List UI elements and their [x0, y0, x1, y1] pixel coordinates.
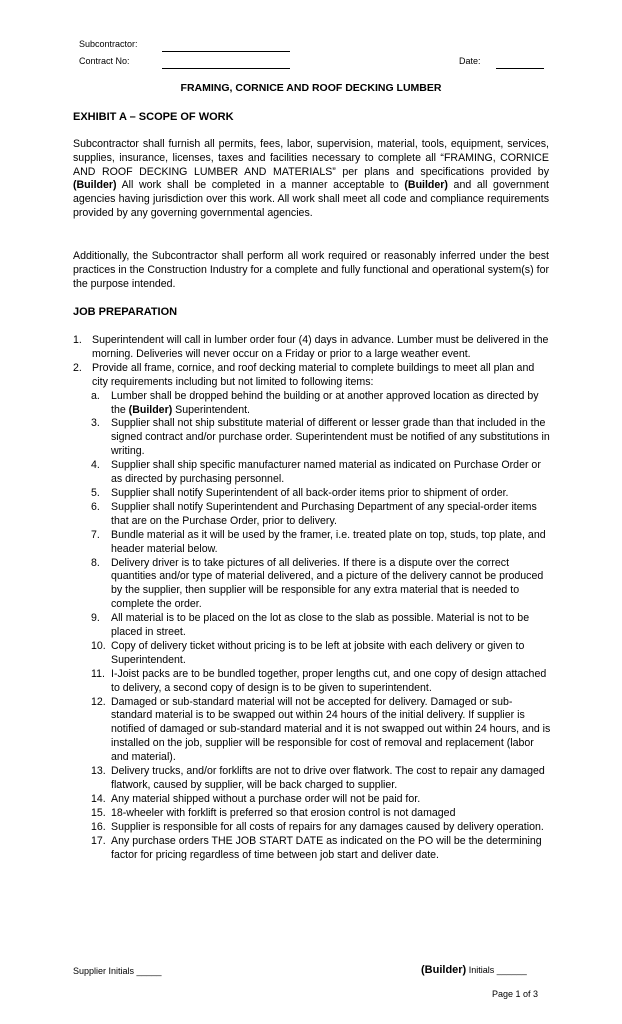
- builder-ref: (Builder): [421, 964, 467, 976]
- list-item-text: Supplier shall notify Superintendent and Purchasing Department of any special-order items that are on the Purchase Order, prior to delivery.: [111, 500, 537, 527]
- list-item: [73, 390, 553, 418]
- document-title: FRAMING, CORNICE AND ROOF DECKING LUMBER: [180, 82, 442, 94]
- subcontractor-label: Subcontractor:: [79, 39, 138, 49]
- list-item-text: I-Joist packs are to be bundled together, proper lengths cut, and one copy of design attached to delivery, a second copy of design is to be given to superintendent.: [111, 667, 547, 694]
- list-item-text: Delivery driver is to take pictures of all deliveries. If there is a dispute over the correct quantities and/or type of material delivered, and a picture of the delivery cannot be produced by the supplier, then supplier will be responsible for any extra material that is needed to complete the order.: [111, 556, 544, 611]
- list-item: [73, 696, 553, 766]
- list-item: [73, 417, 553, 459]
- list-item-number: 6.: [91, 500, 100, 513]
- builder-ref: (Builder): [73, 179, 117, 192]
- scope-p1-text-a: Subcontractor shall furnish all permits, fees, labor, supervision, material, tools, equipment, services, supplies, insurance, licenses, taxes and facilities necessary to complete all “FRAMING, CORNICE AND ROOF DECKING LUMBER AND MATERIALS” per plans and specifications provided by: [73, 138, 549, 178]
- list-item-number: 12.: [91, 695, 106, 708]
- list-item-text: Damaged or sub-standard material will not be accepted for delivery. Damaged or sub-standard material is to be swapped out within 24 hours of the initial delivery. If supplier is notified of damaged or sub-standard material and it is not swapped out within 24 hours, and is installed on the job, supplier will be responsible for cost of removal and replacement (labor and material).: [111, 695, 551, 764]
- list-item-text: Provide all frame, cornice, and roof decking material to complete buildings to meet all plan and city requirements including but not limited to following items:: [92, 361, 535, 388]
- list-item-number: a.: [91, 389, 100, 402]
- list-item: [73, 793, 553, 807]
- builder-initials-text: Initials ______: [466, 965, 527, 975]
- subcontractor-blank-line: [162, 51, 290, 52]
- contract-no-label: Contract No:: [79, 56, 130, 66]
- list-item-number: 1.: [73, 334, 82, 346]
- list-item-number: 15.: [91, 806, 106, 819]
- builder-ref: (Builder): [128, 403, 173, 416]
- scope-p1-text-c: and all government agencies having jurisdiction over this work. All work shall meet all code and compliance requirements provided by any governing governmental agencies.: [73, 179, 549, 219]
- list-item-text: Copy of delivery ticket without pricing is to be left at jobsite with each delivery or given to Superintendent.: [111, 639, 525, 666]
- list-item-text: Any purchase orders THE JOB START DATE as indicated on the PO will be the determining factor for pricing regardless of time between job start and deliver date.: [111, 834, 542, 861]
- list-item: [73, 362, 553, 390]
- list-item-text: Superintendent will call in lumber order four (4) days in advance. Lumber must be delivered in the morning. Deliveries will never occur on a Friday or prior to a large weather event.: [92, 334, 549, 360]
- list-item: [73, 459, 553, 487]
- list-item-number: 2.: [73, 361, 82, 374]
- list-item-text: Lumber shall be dropped behind the building or at another approved location as directed by the: [111, 389, 539, 416]
- list-item-text: Any material shipped without a purchase order will not be paid for.: [111, 792, 421, 805]
- list-item: [73, 612, 553, 640]
- list-item-number: 7.: [91, 528, 100, 541]
- list-item-text: Bundle material as it will be used by the framer, i.e. treated plate on top, studs, top plate, and header material below.: [111, 528, 546, 555]
- list-item-number: 9.: [91, 612, 100, 625]
- list-item-number: 5.: [91, 486, 100, 499]
- list-item: [73, 487, 553, 501]
- list-item: [73, 529, 553, 557]
- list-item: [73, 765, 553, 793]
- list-item-text: Supplier shall ship specific manufacturer named material as indicated on Purchase Order or as directed by purchasing personnel.: [111, 459, 541, 486]
- list-item-number: 8.: [91, 556, 100, 569]
- list-item-number: 13.: [91, 765, 106, 778]
- builder-ref: (Builder): [404, 179, 448, 192]
- exhibit-heading: EXHIBIT A – SCOPE OF WORK: [73, 111, 234, 123]
- list-item-number: 3.: [91, 417, 100, 430]
- list-item-text: All material is to be placed on the lot as close to the slab as possible. Material is not to be placed in street.: [111, 612, 530, 639]
- builder-initials: [421, 964, 527, 976]
- list-item-text: 18-wheeler with forklift is preferred so that erosion control is not damaged: [111, 806, 456, 819]
- scope-paragraph-2: Additionally, the Subcontractor shall perform all work required or reasonably inferred under the best practices in the Construction Industry for a complete and fully functional and operational system(s) for the purpose intended.: [73, 250, 549, 290]
- list-item: [73, 821, 553, 835]
- date-blank-line: [496, 68, 544, 69]
- list-item-text: Supplier shall not ship substitute material of different or lesser grade than that included in the signed contract and/or purchase order. Superintendent must be notified of any substitutions in writing.: [111, 417, 550, 458]
- list-item: [73, 668, 553, 696]
- scope-p1-text-b: All work shall be completed in a manner acceptable to: [116, 179, 405, 192]
- list-item: [73, 835, 553, 863]
- job-preparation-heading: JOB PREPARATION: [73, 306, 178, 318]
- list-item-number: 11.: [91, 667, 105, 680]
- page-number: Page 1 of 3: [492, 989, 539, 999]
- list-item-text: Supplier is responsible for all costs of repairs for any damages caused by delivery operation.: [111, 820, 544, 833]
- list-item: [73, 334, 553, 362]
- list-item-number: 14.: [91, 792, 106, 805]
- list-item: [73, 640, 553, 668]
- list-item-number: 4.: [91, 459, 100, 472]
- list-item-text: Delivery trucks, and/or forklifts are not to drive over flatwork. The cost to repair any damaged flatwork, caused by supplier, will be back charged to supplier.: [111, 765, 545, 791]
- list-item-number: 17.: [91, 834, 106, 847]
- list-item-number: 10.: [91, 639, 106, 652]
- list-item-text: Supplier shall notify Superintendent of all back-order items prior to shipment of order.: [111, 486, 509, 499]
- date-label: Date:: [459, 56, 481, 66]
- list-item: [73, 557, 553, 613]
- list-item-number: 16.: [91, 820, 106, 833]
- job-preparation-list: [73, 334, 553, 862]
- scope-paragraph-1: [73, 138, 549, 221]
- contract-no-blank-line: [162, 68, 290, 69]
- list-item: [73, 807, 553, 821]
- list-item: [73, 501, 553, 529]
- list-item-text: Superintendent.: [172, 403, 250, 416]
- supplier-initials: Supplier Initials _____: [73, 966, 162, 976]
